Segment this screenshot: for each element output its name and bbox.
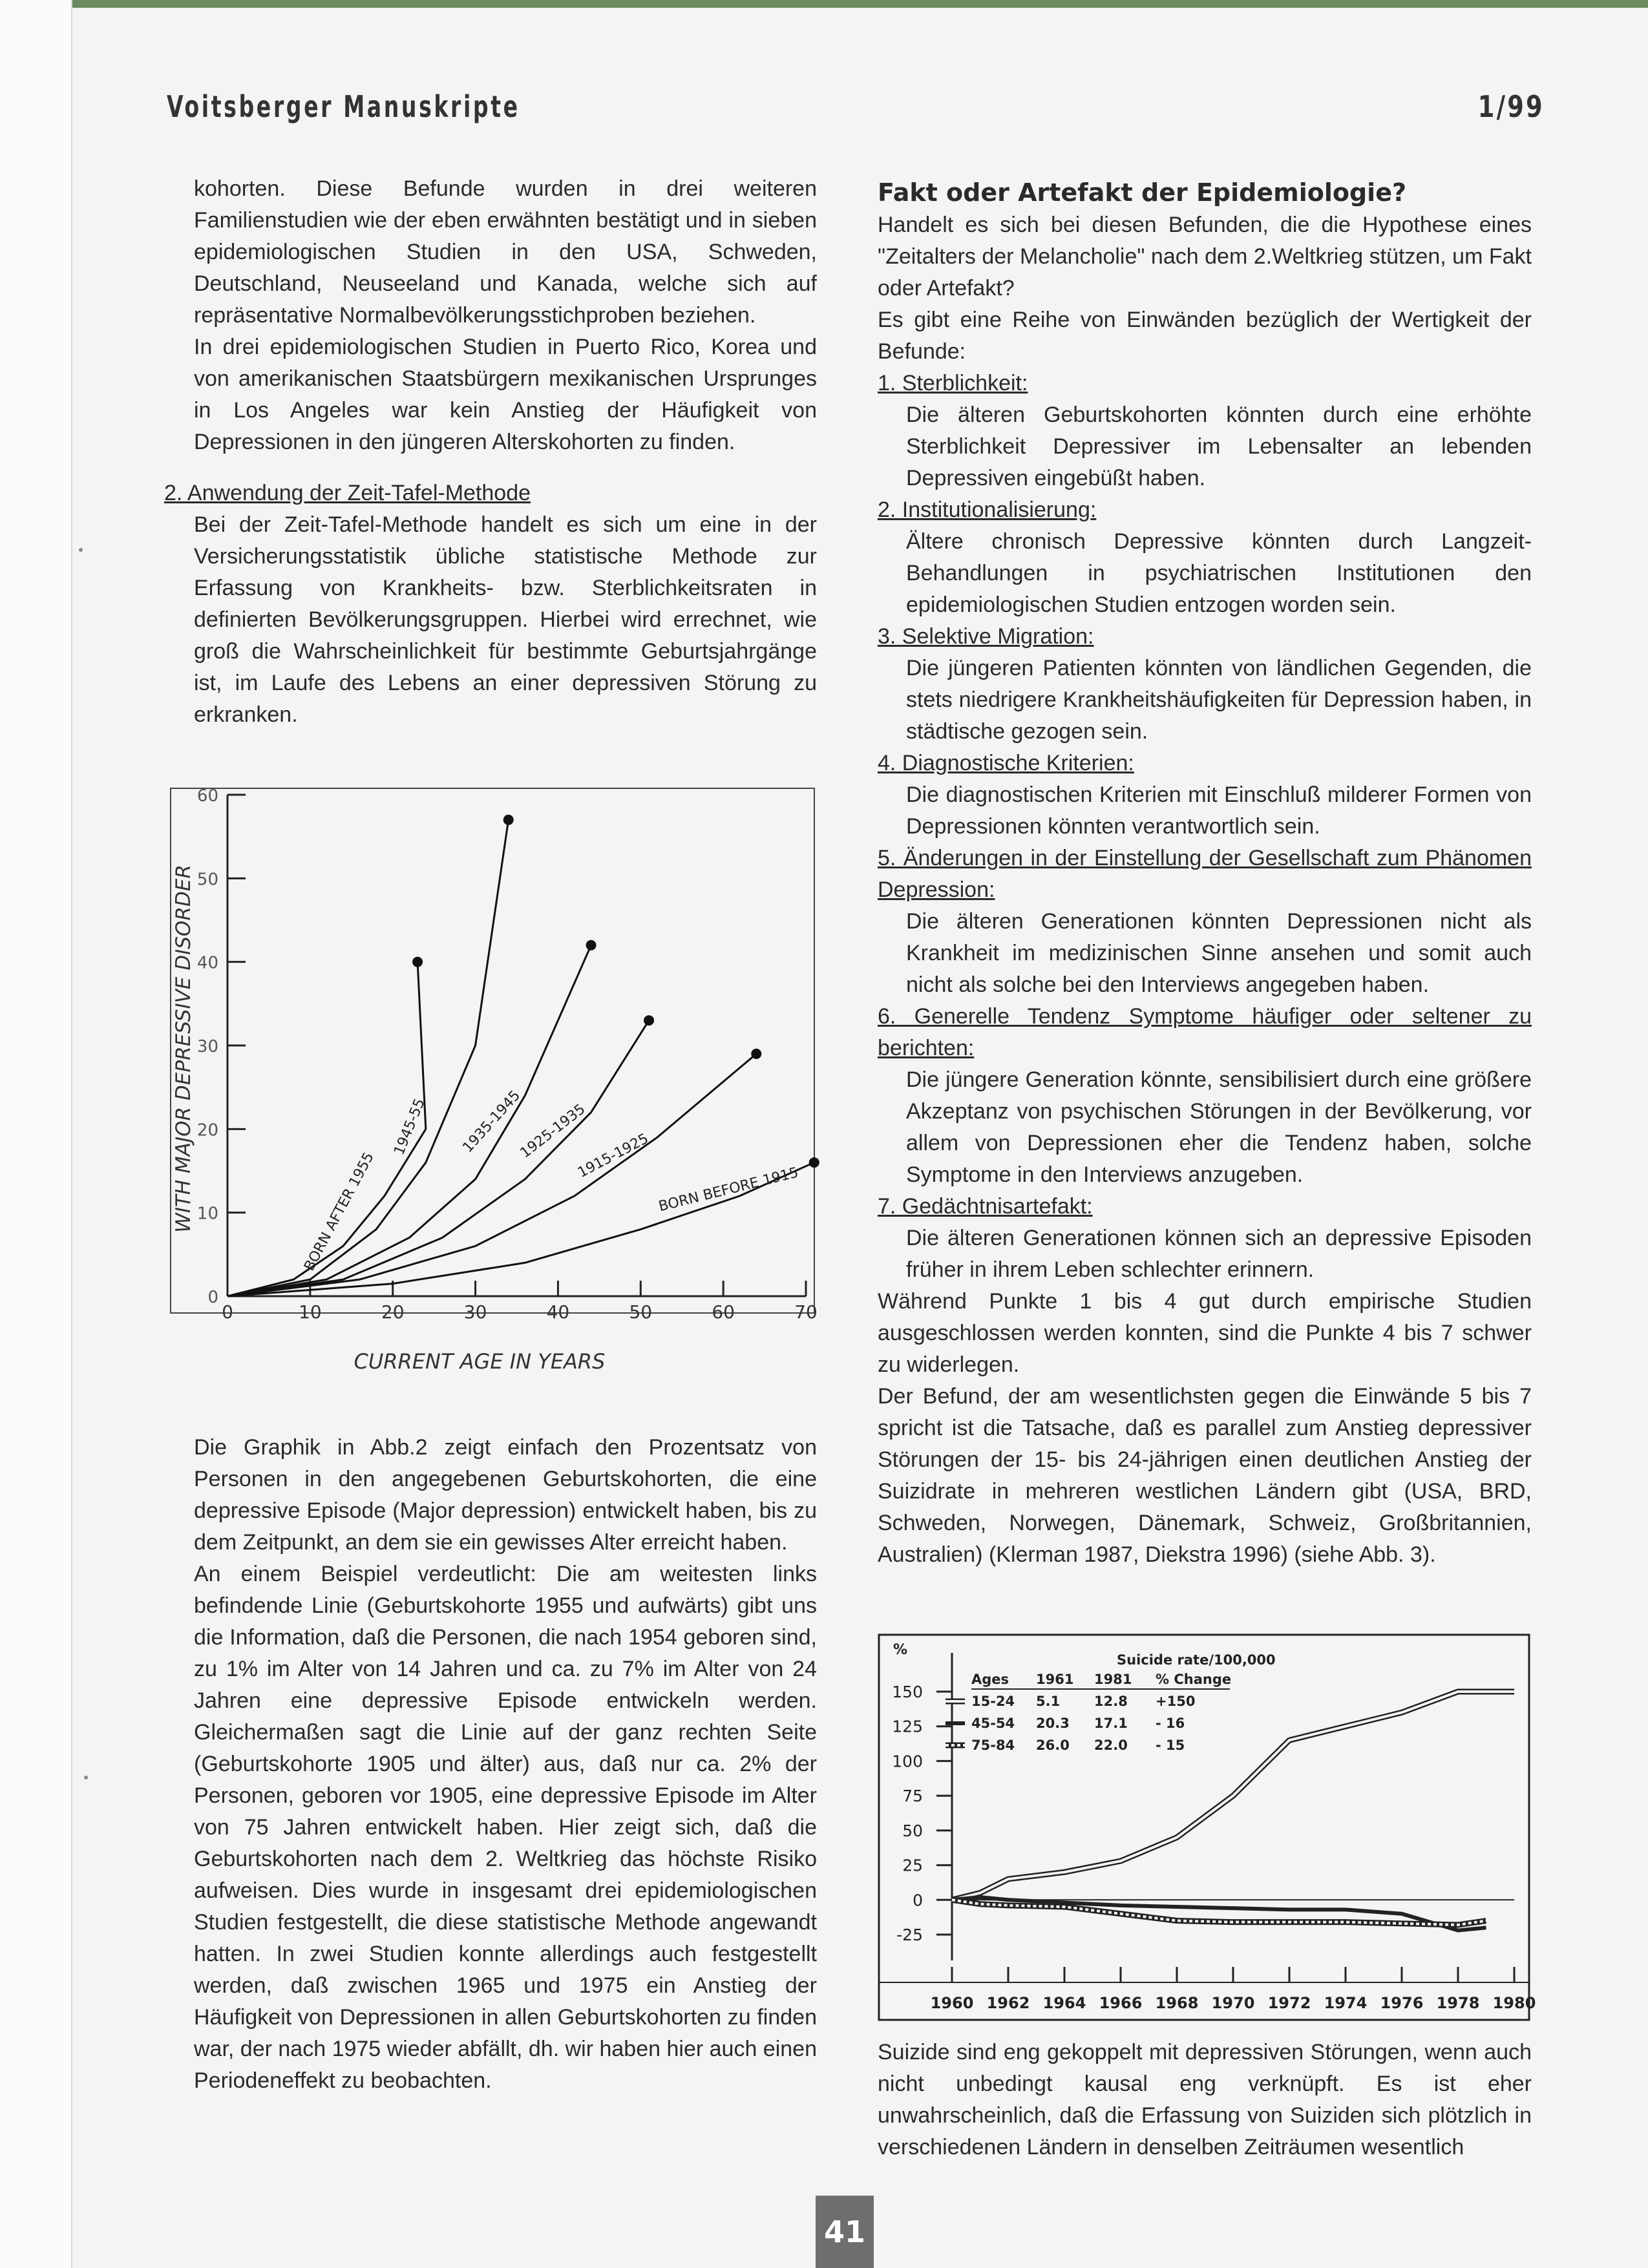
objection-text: Die älteren Geburtskohorten könnten durch eine erhöhte Sterblichkeit Depressiver im Lebensalter an lebenden Depressiven eingebüßt haben. xyxy=(906,403,1532,490)
x-tick-label: 10 xyxy=(299,1301,322,1323)
series-line xyxy=(227,1020,649,1296)
objection-title-text: 3. Selektive Migration: xyxy=(878,624,1094,649)
chart-frame xyxy=(171,788,814,1313)
x-tick-label: 1966 xyxy=(1099,1994,1143,2012)
right-column-bottom xyxy=(878,2037,1532,2163)
objection-title xyxy=(878,621,1532,653)
series-label: BORN AFTER 1955 xyxy=(301,1150,377,1274)
series-label: 1945-55 xyxy=(391,1096,428,1158)
y-tick-label: 20 xyxy=(196,1120,218,1140)
legend-cell: 17.1 xyxy=(1094,1716,1128,1731)
y-tick-label: 50 xyxy=(902,1821,923,1840)
x-tick-label: 1968 xyxy=(1155,1994,1199,2012)
objection-text: Die jüngeren Patienten könnten von ländlichen Gegenden, die stets niedrigere Krankheitshäufigkeiten für Depression haben, in städtische gezogen sein. xyxy=(906,656,1532,744)
series-endpoint xyxy=(809,1157,819,1168)
x-tick-label: 1960 xyxy=(930,1994,974,2012)
y-tick-label: 0 xyxy=(913,1891,923,1910)
objection-text: Ältere chronisch Depressive könnten durch Langzeit-Behandlungen in psychiatrischen Institutionen den epidemiologischen Studien entzogen worden sein. xyxy=(906,529,1532,617)
objection-title-text: 4. Diagnostische Kriterien: xyxy=(878,751,1134,775)
paragraph: An einem Beispiel verdeutlicht: Die am weitesten links befindende Linie (Geburtskohorte 1955 und aufwärts) gibt uns die Information, daß die Personen, die nach 1954 geboren sind, zu 1% im Alter von 14 Jahren und ca. zu 7% im Alter von 24 Jahren eine depressive Episode entwickeln werden. Gleichermaßen sagt die Linie auf der ganz rechten Seite (Geburtskohorte 1905 und älter) aus, daß nur ca. 2% der Personen, geboren vor 1905, eine depressive Episode im Alter von 75 Jahren entwickelt haben. Hier zeigt sich, daß die Geburtskohorten nach dem 2. Weltkrieg das höchste Risiko aufweisen. Dies wurde in insgesamt drei epidemiologischen Studien festgestellt, die diese statistische Methode angewandt hatten. In zwei Studien konnte allerdings auch festgestellt werden, daß zwischen 1965 und 1975 ein Anstieg der Häufigkeit von Depressionen in allen Geburtskohorten zu finden war, der nach 1975 wieder abfällt, dh. wir haben hier auch einen Periodeneffekt zu beobachten. xyxy=(194,1562,817,2093)
y-tick-label: 150 xyxy=(892,1683,923,1701)
legend-cell: 22.0 xyxy=(1094,1738,1128,1753)
paragraph: Es gibt eine Reihe von Einwänden bezüglich der Wertigkeit der Befunde: xyxy=(878,308,1532,364)
left-column-top xyxy=(164,173,817,731)
issue-number: 1/99 xyxy=(1477,89,1545,124)
objection-title-text: 5. Änderungen in der Einstellung der Gesellschaft zum Phänomen Depression: xyxy=(878,846,1532,902)
section-heading: Fakt oder Artefakt der Epidemiologie? xyxy=(878,178,1407,207)
x-tick-label: 1962 xyxy=(986,1994,1030,2012)
legend-cell: 12.8 xyxy=(1094,1694,1128,1709)
x-tick-label: 70 xyxy=(794,1301,818,1323)
section-heading: 2. Anwendung der Zeit-Tafel-Methode xyxy=(164,481,531,505)
paragraph: kohorten. Diese Befunde wurden in drei weiteren Familienstudien wie der eben erwähnten bestätigt und in sieben epidemiologischen Studien in den USA, Schweden, Deutschland, Neuseeland und Kanada, welche sich auf repräsentative Normalbevölkerungsstichproben beziehen. xyxy=(194,176,817,328)
series-endpoint xyxy=(751,1049,761,1059)
objection-title xyxy=(878,748,1532,779)
y-tick-label: -25 xyxy=(896,1926,923,1944)
paragraph: Während Punkte 1 bis 4 gut durch empirische Studien ausgeschlossen werden konnten, sind die Punkte 4 bis 7 schwer zu widerlegen. xyxy=(878,1289,1532,1377)
objection-title-text: 7. Gedächtnisartefakt: xyxy=(878,1194,1093,1219)
series-label: 1915-1925 xyxy=(575,1130,651,1182)
x-tick-label: 40 xyxy=(546,1301,570,1323)
x-tick-label: 30 xyxy=(463,1301,487,1323)
x-tick-label: 1972 xyxy=(1267,1994,1311,2012)
series-label: 1935-1945 xyxy=(460,1087,524,1156)
legend-cell: 15-24 xyxy=(971,1694,1015,1709)
x-tick-label: 1974 xyxy=(1324,1994,1368,2012)
series-endpoint xyxy=(412,957,423,967)
series-label: BORN BEFORE 1915 xyxy=(657,1164,801,1215)
objection-title xyxy=(878,1001,1532,1064)
legend-cell: 5.1 xyxy=(1036,1694,1061,1709)
page-number: 41 xyxy=(816,2196,874,2268)
paragraph: Suizide sind eng gekoppelt mit depressiven Störungen, wenn auch nicht unbedingt kausal eng verknüpft. Es ist eher unwahrscheinlich, daß die Erfassung von Suiziden sich plötzlich in verschiedenen Ländern in denselben Zeiträumen wesentlich xyxy=(878,2040,1532,2159)
objection-title xyxy=(878,494,1532,526)
binding-margin xyxy=(0,0,72,2268)
series-label: 1925-1935 xyxy=(517,1101,589,1162)
scan-speck xyxy=(79,548,83,552)
legend-cell: - 16 xyxy=(1156,1716,1185,1731)
series-endpoint xyxy=(586,940,597,950)
legend-header: Ages xyxy=(971,1672,1009,1687)
top-edge-band xyxy=(0,0,1648,8)
chart-frame xyxy=(879,1635,1529,2020)
legend-header: 1961 xyxy=(1036,1672,1074,1687)
journal-title: Voitsberger Manuskripte xyxy=(167,89,520,124)
y-tick-label: 0 xyxy=(207,1288,218,1307)
objection-text: Die jüngere Generation könnte, sensibilisiert durch eine größere Akzeptanz von psychischen Störungen in der Bevölkerung, vor allem von Depressionen eher die Tendenz haben, solche Symptome in den Interviews anzugeben. xyxy=(906,1067,1532,1187)
suicide-rate-chart xyxy=(878,1633,1536,2021)
objection-title-text: 6. Generelle Tendenz Symptome häufiger oder seltener zu berichten: xyxy=(878,1004,1532,1060)
objection-text: Die älteren Generationen könnten Depressionen nicht als Krankheit im medizinischen Sinne ansehen und somit auch nicht als solche bei den Interviews angegeben haben. xyxy=(906,909,1532,997)
x-tick-label: 1976 xyxy=(1380,1994,1424,2012)
legend-cell: 26.0 xyxy=(1036,1738,1070,1753)
x-tick-label: 0 xyxy=(222,1301,233,1323)
cohort-chart xyxy=(169,787,816,1388)
series-endpoint xyxy=(644,1015,654,1025)
x-tick-label: 1964 xyxy=(1042,1994,1086,2012)
y-axis-label: WITH MAJOR DEPRESSIVE DISORDER xyxy=(172,865,195,1233)
legend-header: 1981 xyxy=(1094,1672,1132,1687)
scan-speck xyxy=(84,1776,88,1780)
y-tick-label: 25 xyxy=(902,1856,923,1875)
chart-legend xyxy=(945,1652,1276,1753)
paragraph: Die Graphik in Abb.2 zeigt einfach den Prozentsatz von Personen in den angegebenen Geburtskohorten, die eine depressive Episode (Major depression) entwickelt haben, bis zu dem Zeitpunkt, an dem sie ein gewisses Alter erreicht haben. xyxy=(194,1435,817,1555)
y-tick-label: 30 xyxy=(196,1037,218,1056)
x-axis-label: CURRENT AGE IN YEARS xyxy=(354,1349,606,1374)
y-tick-label: 50 xyxy=(196,870,218,890)
legend-cell: 20.3 xyxy=(1036,1716,1070,1731)
objection-text: Die älteren Generationen können sich an depressive Episoden früher in ihrem Leben schlechter erinnern. xyxy=(906,1226,1532,1282)
legend-cell: +150 xyxy=(1156,1694,1196,1709)
paragraph: Handelt es sich bei diesen Befunden, die die Hypothese eines "Zeitalters der Melancholie" nach dem 2.Weltkrieg stützen, um Fakt oder Artefakt? xyxy=(878,213,1532,300)
x-tick-label: 60 xyxy=(712,1301,735,1323)
y-tick-label: 40 xyxy=(196,953,218,973)
series-endpoint xyxy=(503,815,514,825)
paragraph: Der Befund, der am wesentlichsten gegen die Einwände 5 bis 7 spricht ist die Tatsache, daß es parallel zum Anstieg depressiver Störungen der 15- bis 24-jährigen einen deutlichen Anstieg der Suizidrate in mehreren westlichen Ländern gibt (USA, BRD, Schweden, Norwegen, Dänemark, Schweiz, Großbritannien, Australien) (Klerman 1987, Diekstra 1996) (siehe Abb. 3). xyxy=(878,1384,1532,1567)
right-column xyxy=(878,176,1532,1571)
objection-title xyxy=(878,1191,1532,1223)
x-tick-label: 20 xyxy=(381,1301,405,1323)
chart-title: Suicide rate/100,000 xyxy=(1117,1652,1276,1668)
y-tick-label: 125 xyxy=(892,1717,923,1736)
y-unit-label: % xyxy=(893,1642,908,1658)
chart-axes xyxy=(171,786,818,1323)
chart-series xyxy=(227,815,819,1296)
y-tick-label: 75 xyxy=(902,1787,923,1806)
legend-cell: - 15 xyxy=(1156,1738,1185,1753)
legend-cell: 45-54 xyxy=(971,1716,1015,1731)
left-column-bottom xyxy=(194,1432,817,2097)
paragraph: Bei der Zeit-Tafel-Methode handelt es sich um eine in der Versicherungsstatistik übliche statistische Methode zur Erfassung von Krankheits- bzw. Sterblichkeitsraten in definierten Bevölkerungsgruppen. Hierbei wird errechnet, wie groß die Wahrscheinlichkeit für bestimmte Geburtsjahrgänge ist, im Laufe des Lebens an einer depressiven Störung zu erkranken. xyxy=(194,512,817,727)
x-tick-label: 1978 xyxy=(1436,1994,1480,2012)
series-line xyxy=(227,820,509,1296)
y-tick-label: 60 xyxy=(196,786,218,806)
objection-title xyxy=(878,843,1532,906)
x-tick-label: 50 xyxy=(629,1301,653,1323)
objection-title-text: 1. Sterblichkeit: xyxy=(878,371,1028,395)
y-tick-label: 100 xyxy=(892,1752,923,1771)
objection-title-text: 2. Institutionalisierung: xyxy=(878,498,1097,522)
x-tick-label: 1970 xyxy=(1211,1994,1255,2012)
objection-text: Die diagnostischen Kriterien mit Einschluß milderer Formen von Depressionen könnten verantwortlich sein. xyxy=(906,782,1532,839)
objection-list xyxy=(878,368,1532,1286)
legend-header: % Change xyxy=(1156,1672,1232,1687)
legend-cell: 75-84 xyxy=(971,1738,1015,1753)
x-tick-label: 1980 xyxy=(1492,1994,1536,2012)
paragraph: In drei epidemiologischen Studien in Puerto Rico, Korea und von amerikanischen Staatsbürgern mexikanischen Ursprunges in Los Angeles war kein Anstieg der Häufigkeit von Depressionen in den jüngeren Alterskohorten zu finden. xyxy=(194,335,817,454)
y-tick-label: 10 xyxy=(196,1204,218,1224)
objection-title xyxy=(878,368,1532,399)
